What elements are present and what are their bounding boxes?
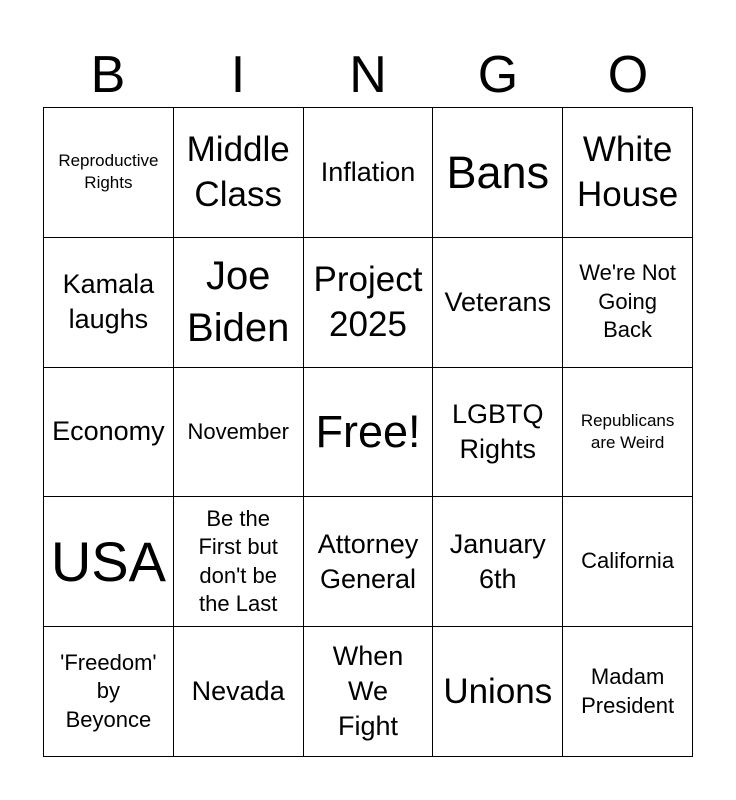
cell-label: When We Fight [332, 640, 404, 742]
cell-label: Attorney General [317, 528, 419, 594]
bingo-cell-r5c1[interactable] [44, 627, 174, 757]
cell-label: LGBTQ Rights [452, 398, 544, 464]
bingo-cell-r3c4[interactable] [433, 368, 563, 498]
bingo-cell-r2c4[interactable] [433, 238, 563, 368]
bingo-cell-r4c3[interactable] [304, 497, 434, 627]
bingo-cell-r4c1[interactable] [44, 497, 174, 627]
cell-label: Republicans are Weird [580, 410, 675, 452]
cell-label: 'Freedom' by Beyonce [60, 649, 157, 732]
header-letter-b: B [90, 46, 126, 104]
bingo-cell-r3c1[interactable] [44, 368, 174, 498]
cell-label: Nevada [191, 676, 285, 707]
cell-label: Veterans [444, 286, 552, 317]
bingo-cell-r2c3[interactable] [304, 238, 434, 368]
bingo-card [43, 107, 693, 757]
cell-label: Madam President [581, 664, 675, 718]
cell-label: Inflation [320, 156, 416, 187]
bingo-cell-r2c2[interactable] [174, 238, 304, 368]
bingo-cell-r2c5[interactable] [563, 238, 693, 368]
bingo-cell-r5c5[interactable] [563, 627, 693, 757]
cell-label: Reproductive Rights [58, 151, 159, 193]
bingo-cell-r4c2[interactable] [174, 497, 304, 627]
cell-label: Joe Biden [187, 254, 290, 351]
cell-label: We're Not Going Back [579, 260, 676, 343]
header-letter-o: O [607, 46, 649, 104]
bingo-cell-r4c4[interactable] [433, 497, 563, 627]
cell-label: Project 2025 [313, 259, 423, 345]
cell-label: Bans [446, 146, 550, 198]
header-letter-n: N [349, 46, 387, 104]
cell-label: Middle Class [186, 129, 290, 215]
bingo-cell-r4c5[interactable] [563, 497, 693, 627]
free-space-label: Free! [315, 406, 421, 458]
bingo-cell-r1c5[interactable] [563, 108, 693, 238]
cell-label: California [581, 548, 675, 574]
bingo-cell-r1c2[interactable] [174, 108, 304, 238]
bingo-cell-r3c5[interactable] [563, 368, 693, 498]
cell-label: Be the First but don't be the Last [198, 505, 278, 617]
header-letter-g: G [477, 46, 519, 104]
cell-label: USA [50, 529, 166, 593]
cell-label: November [187, 418, 289, 444]
bingo-cell-r1c1[interactable] [44, 108, 174, 238]
bingo-cell-r5c4[interactable] [433, 627, 563, 757]
bingo-cell-r1c3[interactable] [304, 108, 434, 238]
cell-label: January 6th [449, 528, 546, 594]
bingo-cell-r5c3[interactable] [304, 627, 434, 757]
bingo-header [43, 44, 693, 106]
cell-label: Economy [52, 416, 165, 447]
cell-label: Kamala laughs [62, 269, 155, 335]
cell-label: Unions [443, 671, 553, 711]
bingo-cell-r1c4[interactable] [433, 108, 563, 238]
bingo-cell-r2c1[interactable] [44, 238, 174, 368]
free-space-cell[interactable] [304, 368, 434, 498]
bingo-cell-r3c2[interactable] [174, 368, 304, 498]
header-letter-i: I [230, 46, 246, 104]
cell-label: White House [577, 129, 679, 215]
bingo-cell-r5c2[interactable] [174, 627, 304, 757]
